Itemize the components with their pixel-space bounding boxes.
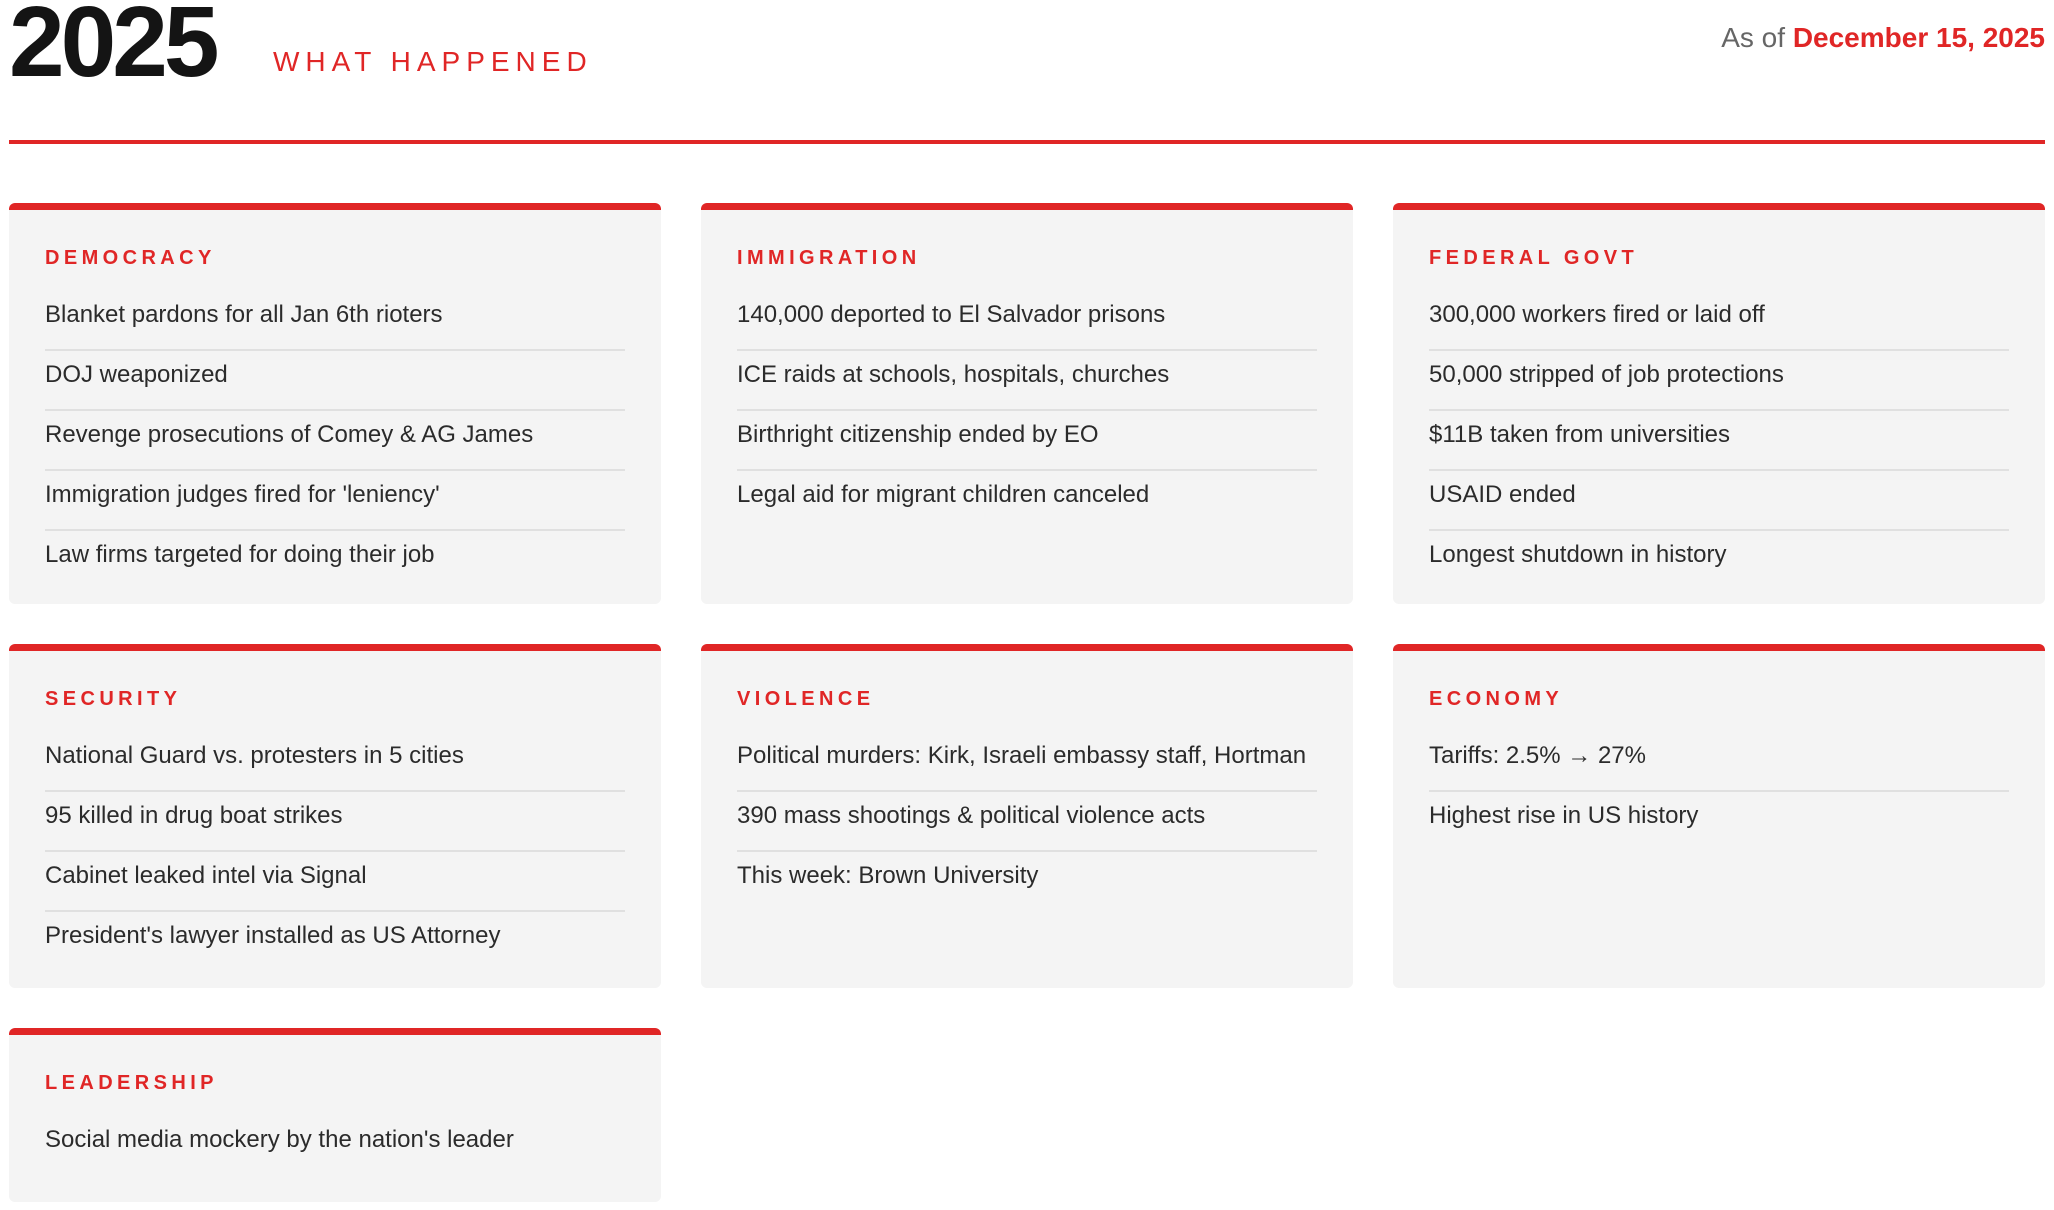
card-violence — [701, 644, 1353, 988]
list-item: $11B taken from universities — [1429, 414, 2009, 471]
card-leadership — [9, 1028, 661, 1202]
list-item: Tariffs: 2.5% → 27% — [1429, 735, 2009, 792]
list-item: Revenge prosecutions of Comey & AG James — [45, 414, 625, 471]
card-title: VIOLENCE — [737, 688, 875, 710]
card-item-list — [45, 735, 625, 970]
card-democracy — [9, 203, 661, 604]
card-security — [9, 644, 661, 988]
list-item: Immigration judges fired for 'leniency' — [45, 474, 625, 531]
list-item: Highest rise in US history — [1429, 802, 1699, 829]
list-item: Cabinet leaked intel via Signal — [45, 855, 625, 912]
card-federal-govt — [1393, 203, 2045, 604]
list-item: Social media mockery by the nation's leader — [45, 1126, 514, 1153]
list-item: Longest shutdown in history — [1429, 541, 1727, 568]
list-item: National Guard vs. protesters in 5 cities — [45, 735, 625, 792]
as-of-label — [1721, 24, 2045, 52]
card-item-list — [45, 294, 625, 589]
list-item: Political murders: Kirk, Israeli embassy staff, Hortman — [737, 735, 1317, 792]
page-subtitle: WHAT HAPPENED — [273, 46, 593, 77]
card-title: ECONOMY — [1429, 688, 1564, 710]
list-item: Birthright citizenship ended by EO — [737, 414, 1317, 471]
card-economy — [1393, 644, 2045, 988]
card-title: SECURITY — [45, 688, 182, 710]
page-title-year: 2025 — [9, 0, 216, 98]
list-item: 390 mass shootings & political violence acts — [737, 795, 1317, 852]
list-item: 50,000 stripped of job protections — [1429, 354, 2009, 411]
list-item: Legal aid for migrant children canceled — [737, 481, 1150, 508]
list-item: This week: Brown University — [737, 862, 1039, 889]
card-item-list — [1429, 735, 2009, 850]
as-of-prefix: As of — [1721, 22, 1786, 53]
list-item: DOJ weaponized — [45, 354, 625, 411]
header-divider — [9, 140, 2045, 144]
card-title: IMMIGRATION — [737, 247, 921, 269]
list-item: Blanket pardons for all Jan 6th rioters — [45, 294, 625, 351]
list-item: Law firms targeted for doing their job — [45, 541, 435, 568]
card-item-list — [1429, 294, 2009, 589]
card-item-list — [45, 1119, 625, 1174]
list-item: 300,000 workers fired or laid off — [1429, 294, 2009, 351]
list-item: ICE raids at schools, hospitals, churches — [737, 354, 1317, 411]
list-item: 95 killed in drug boat strikes — [45, 795, 625, 852]
list-item: President's lawyer installed as US Attorney — [45, 922, 501, 949]
card-title: LEADERSHIP — [45, 1072, 218, 1094]
card-immigration — [701, 203, 1353, 604]
card-title: DEMOCRACY — [45, 247, 216, 269]
page-header — [9, 0, 2045, 146]
card-item-list — [737, 294, 1317, 529]
card-title: FEDERAL GOVT — [1429, 247, 1639, 269]
list-item: USAID ended — [1429, 474, 2009, 531]
card-item-list — [737, 735, 1317, 910]
list-item: 140,000 deported to El Salvador prisons — [737, 294, 1317, 351]
as-of-date: December 15, 2025 — [1792, 22, 2045, 53]
